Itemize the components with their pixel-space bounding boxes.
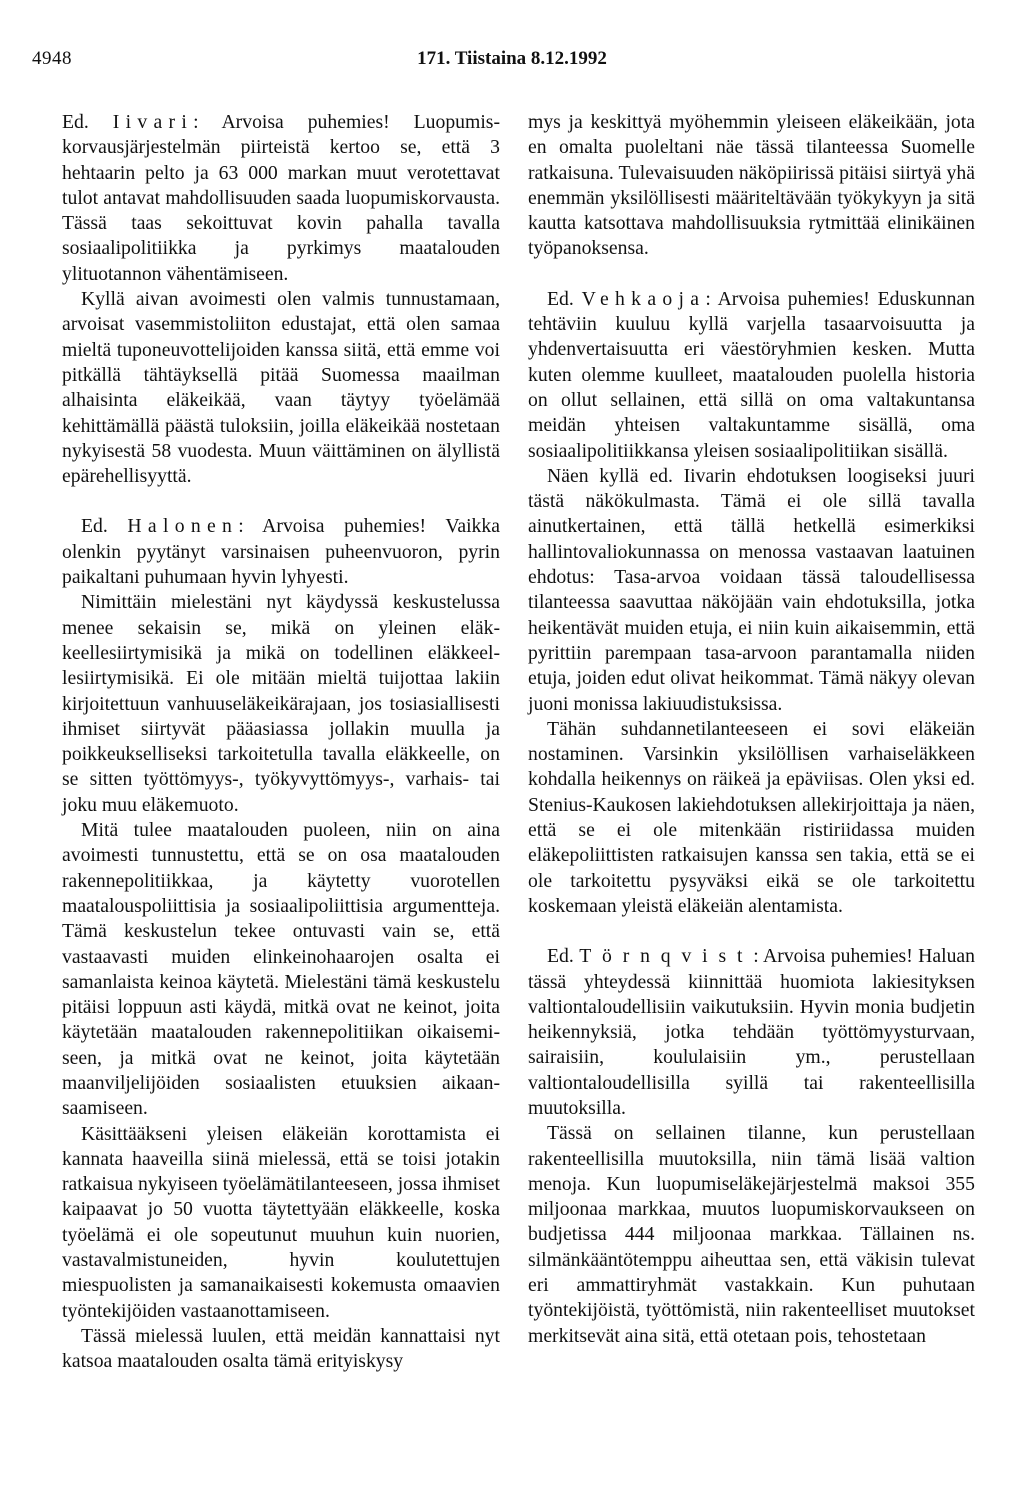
speaker-prefix: Ed. — [547, 287, 582, 310]
paragraph: Kyllä aivan avoimesti olen valmis tunnustamaan, arvoisat vasemmistoliiton edustajat, että olen samaa mieltä tuponeuvottelijoiden kanssa siitä, että emme voi pitkällä tähtäyksellä pitää Suomessa maailman alhaisinta eläkeikää, vaan täytyy työelämää kehittämällä päästä tuloksiin, joilla eläkeikää nostetaan nykyisestä 58 vuodesta. Muun väittäminen on älyllistä epärehellisyyttä. — [62, 288, 500, 488]
speaker-colon: : — [193, 111, 222, 133]
right-column — [528, 110, 975, 1349]
paragraph: Mitä tulee maatalouden puoleen, niin on aina avoimesti tunnustettu, että se on osa maatalouden rakennepolitiikkaa, ja käytetty vuorotellen maatalouspoliittisia ja sosiaalipoliittisia argumentteja. Tämä keskustelun tekee ontuvasti vain se, että vastaavasti muiden elinkeinohaarojen osalta ei samanlaista keinoa käytetä. Mielestäni tämä keskustelu pitäisi loppuun asti käydä, mitkä ovat ne keinot, joita käytetään maatalouden rakennepolitiikan oikaisemiseen, ja mitkä ovat ne keinot, joita käytetään maanviljelijöiden sosiaalisten etuuksien aikaansaamiseen. — [62, 819, 500, 1120]
speaker-name: Iivari — [112, 111, 194, 133]
paragraph: Tässä on sellainen tilanne, kun perustellaan rakenteellisilla muutoksilla, niin tämä lisää valtion menoja. Kun luopumiseläkejärjestelmä maksoi 355 miljoonaa markkaa, muutos luopumiskorvaukseen on budjetissa 444 miljoonaa markkaa. Tällainen ns. silmänkääntötemppu aiheuttaa sen, että väkisin tulevat eri ammattiryhmät vastakkain. Kun puhutaan työntekijöistä, työttömistä, niin rakenteelliset muutokset merkitsevät aina sitä, että otetaan pois, tehostetaan — [528, 1122, 975, 1347]
speaker-colon: : — [705, 287, 718, 310]
speaker-colon: : — [753, 945, 764, 968]
paragraph: Tässä mielessä luulen, että meidän kannattaisi nyt katsoa maatalouden osalta tämä erityiskysy — [62, 1324, 500, 1373]
paragraph: mys ja keskittyä myöhemmin yleiseen eläkeikään, jota en omalta puoleltani näe tässä tilanteessa Suomelle ratkaisuna. Tulevaisuuden näköpiirissä pitäisi siirtyä yhä enemmän yksilöllisesti määriteltävään työkykyyn ja sitä kautta katsottava mahdollisuuksia rytmittää elinikäinen työpanoksensa. — [528, 111, 975, 260]
left-column — [62, 110, 500, 1375]
speaker-name: Törnqvist — [579, 945, 754, 968]
speaker-colon: : — [238, 515, 263, 538]
paragraph-text: Arvoisa puhemies! Vaikka olenkin pyytänyt varsinaisen puheenvuoron, pyrin paikaltani puhumaan hyvin lyhyesti. — [62, 515, 500, 589]
speech-halonen — [62, 514, 500, 590]
page-number: 4948 — [32, 48, 72, 69]
speech-vehkaoja — [528, 287, 975, 464]
paragraph-text: Arvoisa puhemies! Haluan tässä yhteydessä kiinnittää huomiota lakiesityksen valtiontaloudellisiin vaikutuksiin. Hyvin monia budjetin heikennyksiä, jotka tehdään työttömyysturvaan, sairaisiin, koululaisiin ym., perustellaan valtiontaloudellisilla syillä tai rakenteellisilla muutoksilla. — [528, 945, 976, 1119]
speaker-prefix: Ed. — [81, 515, 128, 538]
paragraph: Nimittäin mielestäni nyt käydyssä keskustelussa menee sekaisin se, mikä on yleinen eläkkeellesiirtymisikä ja mikä on todellinen eläkkeellesiirtymisikä. Ei ole mitään mieltä tuijottaa lakiin kirjoitettuun vanhuuseläkeikärajaan, jos tosiasiallisesti ihmiset siirtyvät pääasiassa jollakin muulla ja poikkeukselliseksi tarkoitetulla tavalla eläkkeelle, on se sitten työttömyys-, työkyvyttömyys-, varhais- tai joku muu eläkemuoto. — [62, 591, 500, 816]
speaker-prefix: Ed. — [547, 945, 580, 968]
speaker-name: Halonen — [127, 515, 239, 538]
paragraph: Näen kyllä ed. Iivarin ehdotuksen loogiseksi juuri tästä näkökulmasta. Tämä ei ole sillä tavalla ainutkertainen, että tällä hetkellä esimerkiksi hallintovaliokunnassa on menossa vastaavan laatuinen ehdotus: Tasa-arvoa voidaan tässä taloudellisessa tilanteessa saavuttaa näköjään vain ehdotuksilla, jotka heikentävät muiden etuja, ei niin kuin aikaisemmin, että pyrittiin parempaan tasa-arvoon parantamalla niiden etuja, joiden edut olivat heikommat. Tämä näkyy olevan juoni monissa lakiuudistuksissa. — [528, 464, 975, 715]
session-title: 171. Tiistaina 8.12.1992 — [417, 48, 607, 69]
paragraph-text: Arvoisa puhemies! Eduskunnan tehtäviin kuuluu kyllä varjella tasaarvoisuutta ja yhdenvertaisuutta eri väestöryhmien kesken. Mutta kuten olemme kuulleet, maatalouden puolella historia on ollut sellainen, että sillä on oma valtakuntansa meidän yhteisen valtakuntamme sisällä, oma sosiaalipolitiikkansa yleisen sosiaalipolitiikan sisällä. — [528, 287, 975, 462]
speaker-name: Vehkaoja — [581, 287, 706, 310]
paragraph: Käsittääkseni yleisen eläkeiän korottamista ei kannata haaveilla siinä mielessä, että se toisi jotakin ratkaisua nykyiseen työelämätilanteeseen, jossa ihmiset kaipaavat jo 50 vuotta täytettyään eläkkeelle, koska työelämä ei ole sopeutunut muuhun kuin nuorien, vastavalmistuneiden, hyvin koulutettujen miespuolisten ja samanaikaisesti kokemusta omaavien työntekijöiden vastaanottamiseen. — [62, 1122, 500, 1322]
paragraph: Tähän suhdannetilanteeseen ei sovi eläkeiän nostaminen. Varsinkin yksilöllisen varhaiseläkkeen kohdalla heikennys on räikeä ja epäviisas. Olen yksi ed. Stenius-Kaukosen lakiehdotuksen allekirjoittaja ja näen, että se ei ole mitenkään ristiriidassa muiden eläkepoliittisten ratkaisujen kanssa sen takia, että se ei ole tarkoitettu pysyväksi eikä se ole tarkoitettu koskemaan yleistä eläkeiän alentamista. — [528, 717, 975, 917]
speaker-prefix: Ed. — [62, 111, 113, 133]
speech-iivari — [62, 110, 500, 287]
paragraph-text: Arvoisa puhemies! Luopumiskorvausjärjestelmän piirteistä kertoo se, että 3 hehtaarin pelto ja 63 000 markan muut verotettavat tulot antavat mahdollisuuden saada luopumiskorvausta. Tässä taas sekoittuvat kovin pahalla tavalla sosiaalipolitiikka ja pyrkimys maatalouden ylituotannon vähentämiseen. — [62, 111, 501, 285]
speech-tornqvist — [528, 944, 975, 1121]
